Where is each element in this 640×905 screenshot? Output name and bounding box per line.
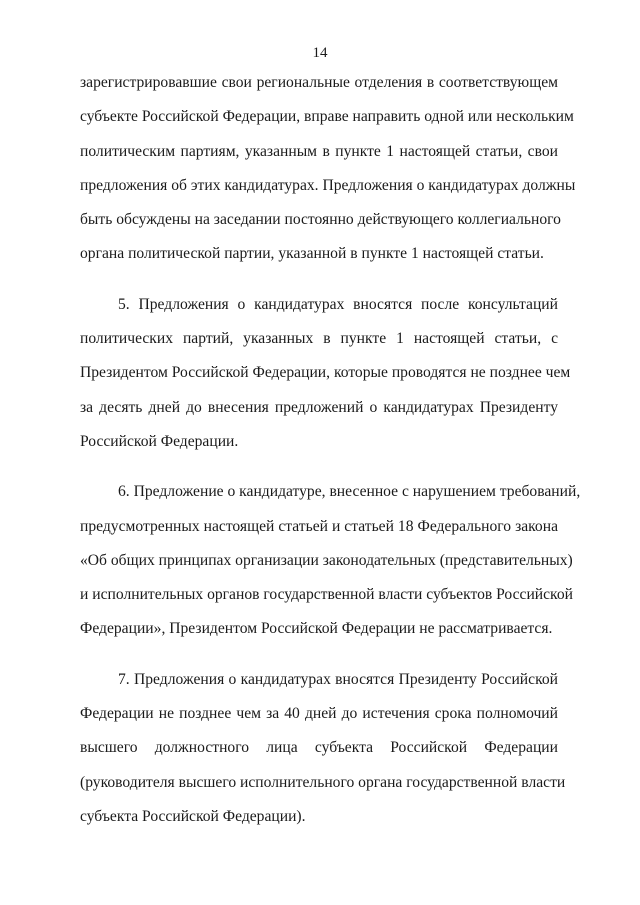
text-line: и исполнительных органов государственной власти субъектов Российской: [80, 586, 573, 604]
paragraph-item-5: [80, 288, 571, 459]
text-line: за десять дней до внесения предложений о кандидатурах Президенту: [80, 398, 558, 416]
document-body: [80, 66, 581, 850]
text-line: (руководителя высшего исполнительного органа государственной власти: [80, 773, 566, 791]
text-line: Президентом Российской Федерации, которые проводятся не позднее чем: [80, 364, 571, 382]
paragraph-item-7: [80, 663, 566, 834]
text-line: Российской Федерации.: [80, 432, 239, 450]
page-number: 14: [312, 45, 328, 61]
text-line: высшего должностного лица субъекта Российской Федерации: [80, 739, 558, 757]
text-line: предложения об этих кандидатурах. Предложения о кандидатурах должны: [80, 176, 576, 194]
text-line: зарегистрировавшие свои региональные отделения в соответствующем: [80, 74, 558, 91]
text-line: органа политической партии, указанной в пункте 1 настоящей статьи.: [80, 245, 544, 263]
text-line: 5. Предложения о кандидатурах вносятся после консультаций: [118, 295, 558, 313]
paragraph-item-6: [80, 475, 581, 646]
paragraph-continuation: [80, 66, 576, 272]
text-line: Федерации не позднее чем за 40 дней до истечения срока полномочий: [80, 705, 558, 723]
text-line: быть обсуждены на заседании постоянно действующего коллегиального: [80, 211, 561, 229]
text-line: 6. Предложение о кандидатуре, внесенное с нарушением требований,: [118, 483, 581, 501]
text-line: политическим партиям, указанным в пункте 1 настоящей статьи, свои: [80, 142, 558, 160]
text-line: 7. Предложения о кандидатурах вносятся Президенту Российской: [118, 670, 558, 688]
text-line: субъекта Российской Федерации).: [80, 807, 306, 825]
text-line: субъекте Российской Федерации, вправе направить одной или нескольким: [80, 108, 574, 126]
text-line: политических партий, указанных в пункте 1 настоящей статьи, с: [80, 330, 558, 348]
text-line: Федерации», Президентом Российской Федерации не рассматривается.: [80, 620, 553, 638]
text-line: «Об общих принципах организации законодательных (представительных): [80, 551, 573, 569]
text-line: предусмотренных настоящей статьей и статьей 18 Федерального закона: [80, 517, 558, 535]
